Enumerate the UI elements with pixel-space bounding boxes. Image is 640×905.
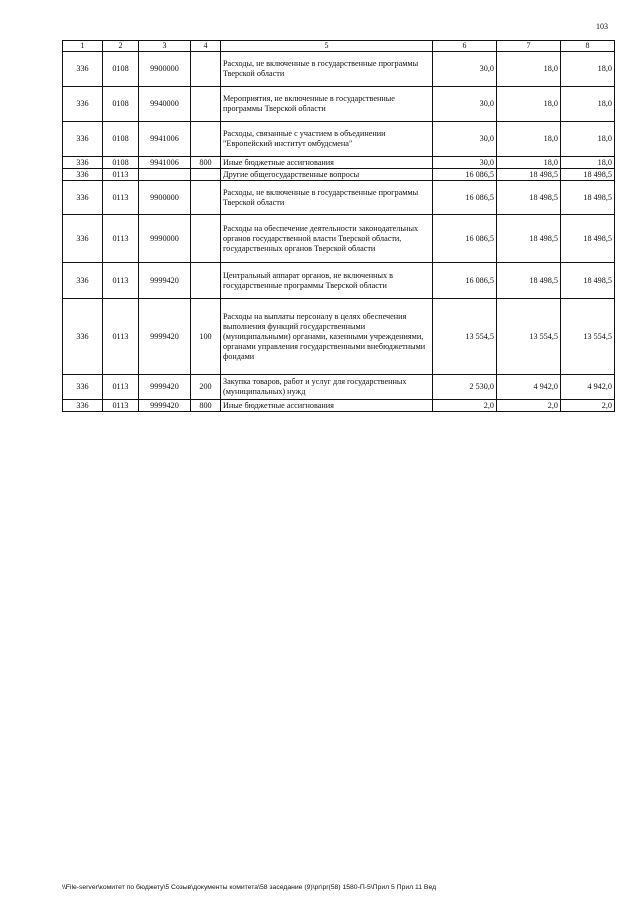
expense-type-code [191, 169, 221, 181]
amount-col-7: 2,0 [497, 400, 561, 412]
col-header-4: 4 [191, 41, 221, 52]
amount-col-7: 18,0 [497, 157, 561, 169]
amount-col-6: 30,0 [433, 52, 497, 87]
target-code: 9900000 [139, 52, 191, 87]
admin-code: 336 [63, 263, 103, 299]
amount-col-7: 18 498,5 [497, 263, 561, 299]
expense-type-code [191, 122, 221, 157]
description: Расходы, не включенные в государственные программы Тверской области [221, 181, 433, 215]
section-code: 0108 [103, 87, 139, 122]
col-header-5: 5 [221, 41, 433, 52]
amount-col-8: 18 498,5 [561, 181, 615, 215]
table-row [63, 157, 615, 169]
admin-code: 336 [63, 157, 103, 169]
description: Расходы, связанные с участием в объединении "Европейский институт омбудсмена" [221, 122, 433, 157]
page-number: 103 [596, 22, 608, 31]
target-code: 9900000 [139, 181, 191, 215]
expense-type-code [191, 87, 221, 122]
amount-col-6: 13 554,5 [433, 299, 497, 375]
target-code: 9999420 [139, 299, 191, 375]
target-code: 9999420 [139, 400, 191, 412]
admin-code: 336 [63, 375, 103, 400]
budget-table [62, 40, 615, 412]
amount-col-7: 18 498,5 [497, 169, 561, 181]
admin-code: 336 [63, 181, 103, 215]
amount-col-8: 18 498,5 [561, 263, 615, 299]
table-row [63, 263, 615, 299]
description: Центральный аппарат органов, не включенных в государственные программы Тверской области [221, 263, 433, 299]
col-header-3: 3 [139, 41, 191, 52]
description: Мероприятия, не включенные в государственные программы Тверской области [221, 87, 433, 122]
target-code: 9999420 [139, 263, 191, 299]
admin-code: 336 [63, 52, 103, 87]
expense-type-code: 800 [191, 157, 221, 169]
target-code: 9990000 [139, 215, 191, 263]
col-header-1: 1 [63, 41, 103, 52]
amount-col-7: 13 554,5 [497, 299, 561, 375]
amount-col-8: 2,0 [561, 400, 615, 412]
amount-col-8: 18 498,5 [561, 169, 615, 181]
section-code: 0113 [103, 299, 139, 375]
table-row [63, 52, 615, 87]
description: Закупка товаров, работ и услуг для государственных (муниципальных) нужд [221, 375, 433, 400]
amount-col-6: 16 086,5 [433, 181, 497, 215]
expense-type-code [191, 263, 221, 299]
target-code: 9941006 [139, 122, 191, 157]
admin-code: 336 [63, 215, 103, 263]
amount-col-7: 4 942,0 [497, 375, 561, 400]
table-row [63, 375, 615, 400]
amount-col-8: 18,0 [561, 52, 615, 87]
table-row [63, 122, 615, 157]
amount-col-8: 13 554,5 [561, 299, 615, 375]
table-row [63, 400, 615, 412]
amount-col-6: 2 530,0 [433, 375, 497, 400]
amount-col-8: 4 942,0 [561, 375, 615, 400]
admin-code: 336 [63, 299, 103, 375]
amount-col-6: 16 086,5 [433, 263, 497, 299]
admin-code: 336 [63, 87, 103, 122]
col-header-6: 6 [433, 41, 497, 52]
amount-col-6: 16 086,5 [433, 169, 497, 181]
description: Иные бюджетные ассигнования [221, 400, 433, 412]
description: Расходы на выплаты персоналу в целях обеспечения выполнения функций государственными (муниципальными) органами, казенными учреждениями, органами управления государственными внебюджетными фондами [221, 299, 433, 375]
section-code: 0108 [103, 157, 139, 169]
col-header-2: 2 [103, 41, 139, 52]
amount-col-7: 18 498,5 [497, 181, 561, 215]
amount-col-8: 18,0 [561, 87, 615, 122]
amount-col-6: 30,0 [433, 122, 497, 157]
admin-code: 336 [63, 169, 103, 181]
col-header-7: 7 [497, 41, 561, 52]
table-row [63, 299, 615, 375]
expense-type-code: 100 [191, 299, 221, 375]
section-code: 0113 [103, 215, 139, 263]
admin-code: 336 [63, 122, 103, 157]
description: Иные бюджетные ассигнования [221, 157, 433, 169]
table-row [63, 181, 615, 215]
col-header-8: 8 [561, 41, 615, 52]
amount-col-6: 30,0 [433, 87, 497, 122]
admin-code: 336 [63, 400, 103, 412]
section-code: 0108 [103, 122, 139, 157]
description: Другие общегосударственные вопросы [221, 169, 433, 181]
amount-col-8: 18 498,5 [561, 215, 615, 263]
amount-col-7: 18 498,5 [497, 215, 561, 263]
amount-col-8: 18,0 [561, 157, 615, 169]
amount-col-6: 16 086,5 [433, 215, 497, 263]
target-code: 9999420 [139, 375, 191, 400]
amount-col-7: 18,0 [497, 87, 561, 122]
target-code: 9941006 [139, 157, 191, 169]
amount-col-7: 18,0 [497, 52, 561, 87]
amount-col-6: 30,0 [433, 157, 497, 169]
amount-col-6: 2,0 [433, 400, 497, 412]
expense-type-code [191, 181, 221, 215]
table-row [63, 87, 615, 122]
expense-type-code: 800 [191, 400, 221, 412]
description: Расходы, не включенные в государственные программы Тверской области [221, 52, 433, 87]
section-code: 0113 [103, 181, 139, 215]
section-code: 0108 [103, 52, 139, 87]
section-code: 0113 [103, 263, 139, 299]
amount-col-7: 18,0 [497, 122, 561, 157]
table-row [63, 169, 615, 181]
target-code [139, 169, 191, 181]
expense-type-code [191, 52, 221, 87]
header-row [63, 41, 615, 52]
table-row [63, 215, 615, 263]
amount-col-8: 18,0 [561, 122, 615, 157]
section-code: 0113 [103, 400, 139, 412]
target-code: 9940000 [139, 87, 191, 122]
section-code: 0113 [103, 169, 139, 181]
expense-type-code: 200 [191, 375, 221, 400]
description: Расходы на обеспечение деятельности законодательных органов государственной власти Тверской области, государственных органов Тверской области [221, 215, 433, 263]
section-code: 0113 [103, 375, 139, 400]
file-path-footer: \\File-server\комитет по бюджету\5 Созыв\документы комитета\58 заседание (9)\pr\pr(58) 1580-П-5\Прил 5 Прил 11 Вед [62, 884, 437, 891]
expense-type-code [191, 215, 221, 263]
